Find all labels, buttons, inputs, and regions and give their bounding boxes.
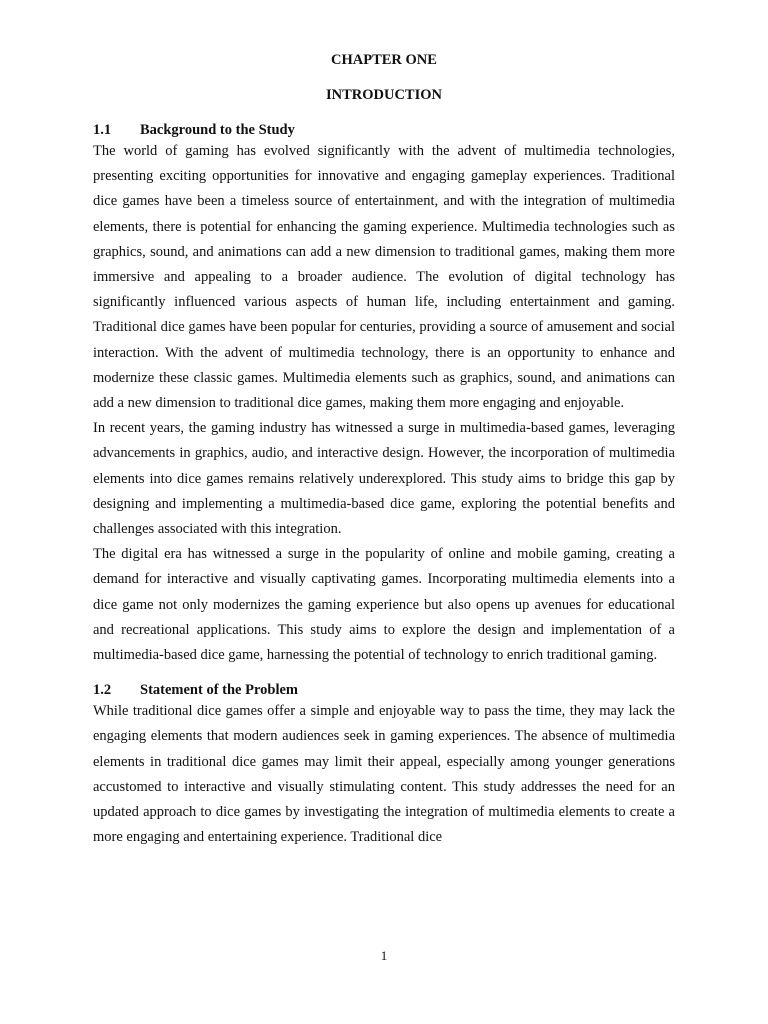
section-heading-problem	[93, 681, 675, 699]
section-heading-background	[93, 121, 675, 139]
page-number: 1	[380, 948, 388, 963]
page-content	[93, 51, 675, 850]
chapter-title: CHAPTER ONE	[331, 52, 437, 68]
section-number: 1.1	[93, 122, 112, 138]
paragraph: While traditional dice games offer a simple and enjoyable way to pass the time, they may lack the engaging elements that modern audiences seek in gaming experiences. The absence of multimedia elements in traditional dice games may limit their appeal, especially among younger generations accustomed to interactive and visually stimulating content. This study addresses the need for an updated approach to dice games by investigating the integration of multimedia elements to create a more engaging and entertaining experience. Traditional dice	[93, 703, 675, 846]
paragraph: The digital era has witnessed a surge in the popularity of online and mobile gaming, creating a demand for interactive and visually captivating games. Incorporating multimedia elements into a dice game not only modernizes the gaming experience but also opens up avenues for educational and recreational applications. This study aims to explore the design and implementation of a multimedia-based dice game, harnessing the potential of technology to enrich traditional gaming.	[93, 546, 675, 664]
paragraph: The world of gaming has evolved significantly with the advent of multimedia technologies, presenting exciting opportunities for innovative and engaging gameplay experiences. Traditional dice games have been a timeless source of entertainment, and with the integration of multimedia elements, there is potential for enhancing the gaming experience. Multimedia technologies such as graphics, sound, and animations can add a new dimension to traditional games, making them more immersive and appealing to a broader audience. The evolution of digital technology has significantly influenced various aspects of human life, including entertainment and gaming. Traditional dice games have been popular for centuries, providing a source of amusement and social interaction. With the advent of multimedia technology, there is an opportunity to enhance and modernize these classic games. Multimedia elements such as graphics, sound, and animations can add a new dimension to traditional dice games, making them more engaging and enjoyable.	[93, 143, 675, 412]
section-number: 1.2	[93, 682, 112, 699]
chapter-subtitle: INTRODUCTION	[325, 87, 442, 103]
section-title: Statement of the Problem	[140, 682, 298, 699]
section-title: Background to the Study	[140, 122, 295, 138]
paragraph: In recent years, the gaming industry has witnessed a surge in multimedia-based games, leveraging advancements in graphics, audio, and interactive design. However, the incorporation of multimedia elements into dice games remains relatively underexplored. This study aims to bridge this gap by designing and implementing a multimedia-based dice game, exploring the potential benefits and challenges associated with this integration.	[93, 420, 675, 538]
